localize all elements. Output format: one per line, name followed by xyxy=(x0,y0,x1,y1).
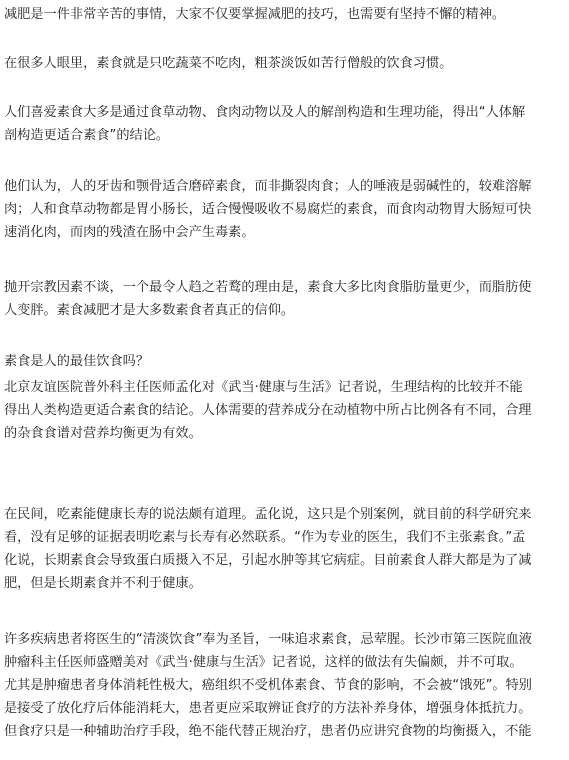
text-line: 许多疾病患者将医生的“清淡饮食”奉为圣旨，一味追求素食，忌荤腥。长沙市第三医院血液 xyxy=(4,632,532,647)
text-line: 是接受了放化疗后体能消耗大，患者更应采取辨证食疗的方法补养身体，增强身体抵抗力。 xyxy=(4,701,532,716)
text-line: 剖构造更适合素食”的结论。 xyxy=(4,128,170,143)
paragraph-vegetarian-perception xyxy=(4,52,452,75)
paragraph-weight-loss-reason xyxy=(4,276,532,322)
text-line: 得出人类构造更适合素食的结论。人体需要的营养成分在动植物中所占比例各有不同，合理 xyxy=(4,403,532,418)
paragraph-longevity-myth xyxy=(4,503,532,595)
text-line: 尤其是肿瘤患者身体消耗性极大，癌组织不受机体素食、节食的影响，不会被“饿死”。特别 xyxy=(4,678,532,693)
text-line: 肉；人和食草动物都是胃小肠长，适合慢慢吸收不易腐烂的素食，而食肉动物胃大肠短可快 xyxy=(4,202,532,217)
paragraph-intro xyxy=(4,3,505,26)
text-line: 北京友谊医院普外科主任医师孟化对《武当·健康与生活》记者说，生理结构的比较并不能 xyxy=(4,380,523,395)
text-line: 但食疗只是一种辅助治疗手段，绝不能代替正规治疗，患者仍应讲究食物的均衡摄入，不能 xyxy=(4,724,532,739)
text-line: 肿瘤科主任医师盛赠美对《武当·健康与生活》记者说，这样的做法有失偏颇，并不可取。 xyxy=(4,655,523,670)
paragraph-expert-beijing xyxy=(4,376,532,445)
text-line: 在很多人眼里，素食就是只吃蔬菜不吃肉，粗茶淡饭如苦行僧般的饮食习惯。 xyxy=(4,56,453,71)
paragraph-anatomy-argument xyxy=(4,101,525,147)
text-line: 的杂食食谱对营养均衡更为有效。 xyxy=(4,426,202,441)
paragraph-digestion-argument xyxy=(4,175,532,244)
text-line: 人变胖。素食减肥才是大多数素食者真正的信仰。 xyxy=(4,303,295,318)
section-heading xyxy=(4,350,149,373)
paragraph-expert-changsha xyxy=(4,628,532,743)
text-line: 他们认为，人的牙齿和颚骨适合磨碎素食，而非撕裂肉食；人的唾液是弱碱性的，较难溶解 xyxy=(4,179,532,194)
text-line: 在民间，吃素能健康长寿的说法颇有道理。孟化说，这只是个别案例，就目前的科学研究来 xyxy=(4,507,532,522)
text-line: 速消化肉，而肉的残渣在肠中会产生毒素。 xyxy=(4,225,255,240)
text-line: 肥，但是长期素食并不利于健康。 xyxy=(4,576,202,591)
text-line: 化说，长期素食会导致蛋白质摄入不足，引起水肿等其它病症。目前素食人群大都是为了减 xyxy=(4,553,532,568)
text-line: 素食是人的最佳饮食吗？ xyxy=(4,354,150,369)
text-line: 人们喜爱素食大多是通过食草动物、食肉动物以及人的解剖构造和生理功能，得出“人体解 xyxy=(4,105,526,120)
text-line: 看，没有足够的证据表明吃素与长寿有必然联系。“作为专业的医生，我们不主张素食。”孟 xyxy=(4,530,526,545)
text-line: 减肥是一件非常辛苦的事情，大家不仅要掌握减肥的技巧，也需要有坚持不懈的精神。 xyxy=(4,7,506,22)
text-line: 抛开宗教因素不谈，一个最令人趋之若鹜的理由是，素食大多比肉食脂肪量更少，而脂肪使 xyxy=(4,280,532,295)
